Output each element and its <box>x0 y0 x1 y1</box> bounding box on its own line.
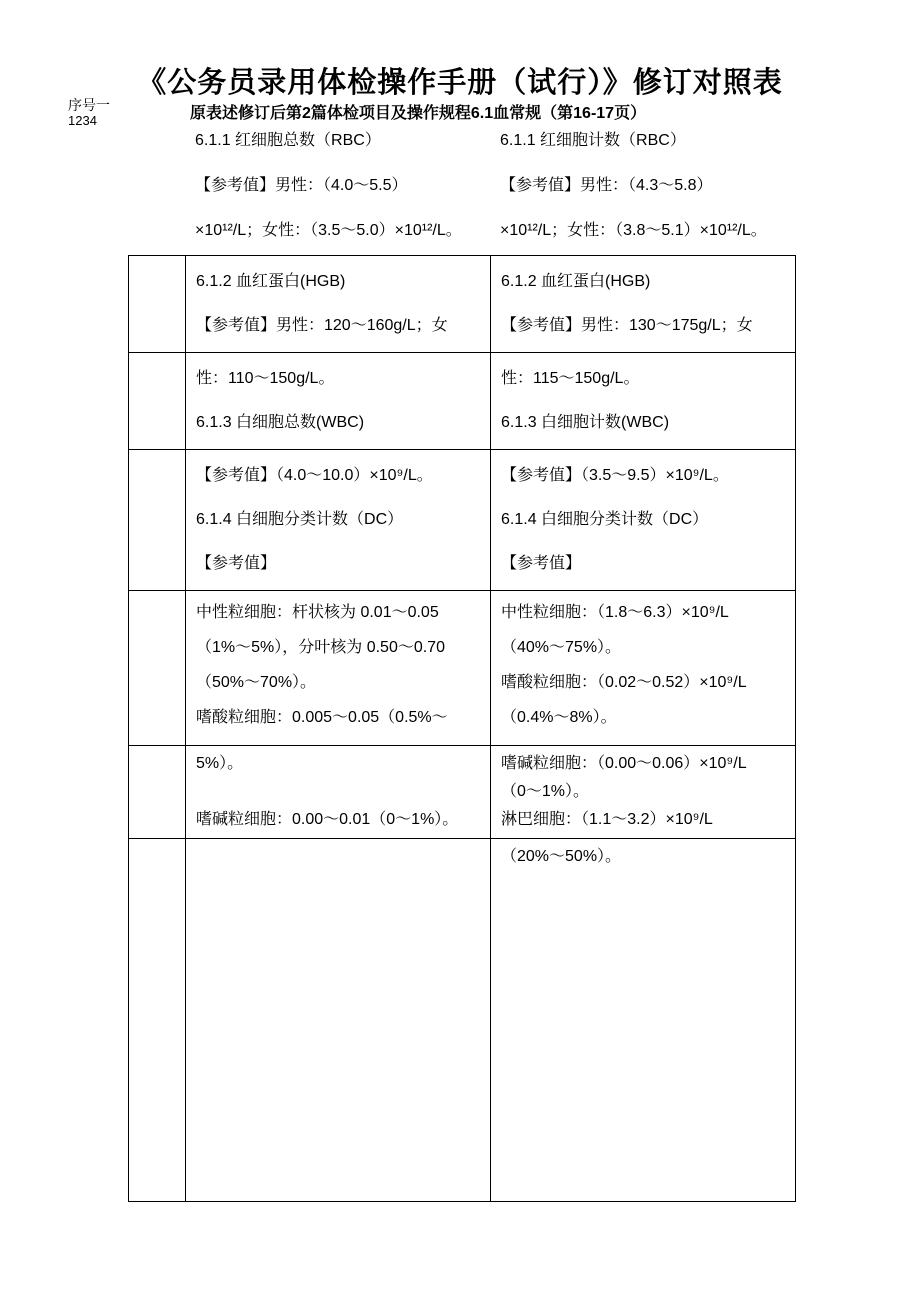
text-line: 性：110～150g/L。 <box>196 370 335 387</box>
table-row <box>129 256 796 353</box>
row-index-cell <box>129 256 186 353</box>
text-line: 中性粒细胞：（1.8～6.3）×10⁹/L <box>501 604 729 621</box>
text-line: 中性粒细胞：杆状核为 0.01～0.05 <box>196 604 439 621</box>
row-index-cell <box>129 746 186 839</box>
original-text-cell <box>186 450 491 591</box>
text-line: 淋巴细胞：（1.1～3.2）×10⁹/L <box>501 811 713 828</box>
text-line: （20%～50%）。 <box>501 848 622 865</box>
text-line: ×10¹²/L；女性：（3.8～5.1）×10¹²/L。 <box>500 222 767 239</box>
text-line <box>196 843 480 871</box>
text-line: 【参考值】（3.5～9.5）×10⁹/L。 <box>501 467 729 484</box>
doc-title: 《公务员录用体检操作手册（试行）》修订对照表 <box>137 67 783 99</box>
original-text-cell <box>186 353 491 450</box>
text-line: （1%～5%），分叶核为 0.50～0.70 <box>196 639 445 656</box>
text-line: （50%～70%）。 <box>196 674 317 691</box>
text-line: 【参考值】男性：130～175g/L；女 <box>501 317 753 334</box>
original-text-cell <box>186 591 491 746</box>
row-index-cell <box>129 839 186 1202</box>
text-line: 6.1.4 白细胞分类计数（DC） <box>501 511 709 528</box>
text-line <box>196 778 480 806</box>
text-line: 5%）。 <box>196 755 244 772</box>
sequence-block <box>68 98 110 128</box>
original-text-cell <box>186 256 491 353</box>
text-line: （0～1%）。 <box>501 783 590 800</box>
table-row <box>129 839 796 1202</box>
sequence-label: 序号一 <box>68 97 110 113</box>
sequence-number: 1234 <box>68 113 97 128</box>
pretable-index-spacer <box>128 118 185 253</box>
section-header: 原表述修订后第2篇体检项目及操作规程6.1血常规（第16-17页） <box>190 105 647 122</box>
original-text-cell <box>186 839 491 1202</box>
original-text-cell <box>186 746 491 839</box>
revised-text-cell <box>491 746 796 839</box>
text-line: 【参考值】 <box>501 555 582 572</box>
text-line: 嗜碱粒细胞：0.00～0.01（0～1%）。 <box>196 811 459 828</box>
table-row <box>129 746 796 839</box>
text-line: 嗜酸粒细胞：（0.02～0.52）×10⁹/L <box>501 674 747 691</box>
pretable-original-cell <box>185 118 490 253</box>
text-line: 6.1.2 血红蛋白(HGB) <box>501 273 651 290</box>
text-line: （0.4%～8%）。 <box>501 709 617 726</box>
table-row <box>129 591 796 746</box>
text-line: 【参考值】男性：120～160g/L；女 <box>196 317 448 334</box>
text-line: ×10¹²/L；女性：（3.5～5.0）×10¹²/L。 <box>195 222 462 239</box>
table-row <box>129 450 796 591</box>
text-line: 【参考值】（4.0～10.0）×10⁹/L。 <box>196 467 433 484</box>
revised-text-cell <box>491 256 796 353</box>
row-index-cell <box>129 591 186 746</box>
text-line: 嗜酸粒细胞：0.005～0.05（0.5%～ <box>196 709 448 726</box>
text-line: 6.1.3 白细胞计数(WBC) <box>501 414 670 431</box>
text-line: 嗜碱粒细胞：（0.00～0.06）×10⁹/L <box>501 755 747 772</box>
revised-text-cell <box>491 450 796 591</box>
text-line: 6.1.2 血红蛋白(HGB) <box>196 273 346 290</box>
text-line: 【参考值】男性：（4.0～5.5） <box>195 177 408 194</box>
text-line: 【参考值】 <box>196 555 277 572</box>
text-line: 【参考值】男性：（4.3～5.8） <box>500 177 713 194</box>
revised-text-cell <box>491 839 796 1202</box>
revised-text-cell <box>491 353 796 450</box>
comparison-table <box>128 255 796 1202</box>
table-row <box>129 353 796 450</box>
row-index-cell <box>129 450 186 591</box>
text-line: 6.1.4 白细胞分类计数（DC） <box>196 511 404 528</box>
text-line: （40%～75%）。 <box>501 639 622 656</box>
text-line: 6.1.3 白细胞总数(WBC) <box>196 414 365 431</box>
text-line: 6.1.1 红细胞计数（RBC） <box>500 132 686 149</box>
revised-text-cell <box>491 591 796 746</box>
text-line: 6.1.1 红细胞总数（RBC） <box>195 132 381 149</box>
row-index-cell <box>129 353 186 450</box>
text-line: 性：115～150g/L。 <box>501 370 640 387</box>
comparison-pretable <box>128 118 795 253</box>
pretable-revised-cell <box>490 118 795 253</box>
